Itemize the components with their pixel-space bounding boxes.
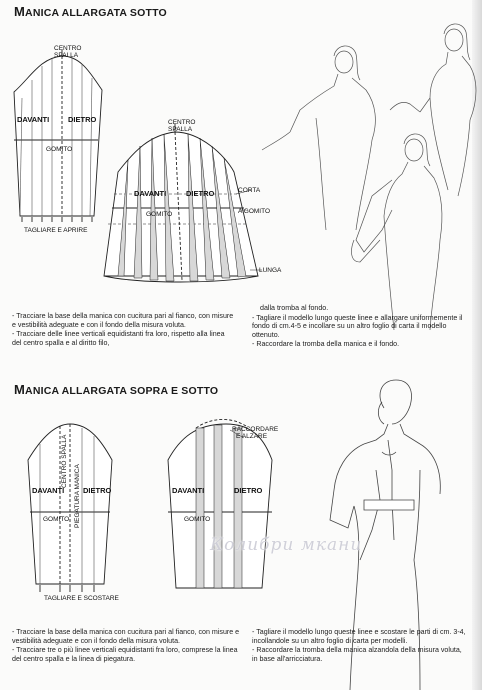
label-davanti-flared: DAVANTI [134, 189, 167, 198]
section2-right-para-1: - Tagliare il modello lungo queste linee e scostare le parti di cm. 3-4, incollandole su un altro foglio di carta per modelli. [252, 628, 467, 645]
sleeve-basic-1 [14, 50, 102, 216]
label-dietro-2: DIETRO [83, 486, 112, 495]
label-a-gomito: A GOMITO [238, 208, 271, 215]
label-lunga: LUNGA [259, 267, 282, 274]
section2-left-para-2: - Tracciare tre o più linee verticali equidistanti fra loro, comprese la linea del centro spalla e la linea di piegatura. [12, 646, 244, 663]
section1-text-left [12, 312, 234, 348]
label-dietro-flared: DIETRO [186, 189, 215, 198]
section2-right-para-2: - Raccordare la tromba della manica alzandola della misura voluta, in base all'arricciatura. [252, 646, 467, 663]
label-tagliare-aprire: TAGLIARE E APRIRE [24, 227, 88, 234]
section2-left-para-1: - Tracciare la base della manica con cucitura pari al fianco, con misure e vestibilità adeguate e con il fondo della misura voluta. [12, 628, 244, 645]
section1-right-para-2: - Raccordare la tromba della manica e il fondo. [252, 340, 467, 349]
fashion-figure-2 [262, 46, 375, 230]
sleeve-basic-2 [28, 424, 112, 584]
section1-right-para-1: - Tagliare il modello lungo queste linee e allargare uniformemente il fondo di cm.4-5 e incollare su un altro foglio di carta il modello ottenuto. [252, 314, 467, 340]
label-gomito-widened: GOMITO [184, 516, 211, 523]
sleeve-widened-2 [168, 419, 272, 588]
label-dietro-widened: DIETRO [234, 486, 263, 495]
fashion-figure-3 [352, 134, 442, 330]
cut-arrows-2 [40, 585, 94, 592]
label-centro-spalla-1b: SPALLA [54, 52, 79, 59]
label-centro-spalla-2b: SPALLA [168, 126, 193, 133]
section1-left-para-1: - Tracciare la base della manica con cucitura pari al fianco, con misure e vestibilità adeguate e con il fondo della misura voluta. [12, 312, 234, 329]
section1-title: MANICA ALLARGATA SOTTO [14, 4, 167, 19]
label-e-alzare: E ALZARE [236, 433, 268, 440]
section1-text-right [252, 304, 467, 350]
label-centro-spalla-vertical: CENTRO SPALLA [61, 434, 68, 488]
label-gomito-2: GOMITO [43, 516, 70, 523]
section2-title: MANICA ALLARGATA SOPRA E SOTTO [14, 382, 219, 397]
label-dietro-1: DIETRO [68, 115, 97, 124]
label-centro-spalla-2a: CENTRO [168, 119, 196, 126]
sleeve-flared-1 [104, 124, 262, 282]
label-tagliare-scostare: TAGLIARE E SCOSTARE [44, 595, 119, 602]
label-davanti-2: DAVANTI [32, 486, 65, 495]
label-centro-spalla-1a: CENTRO [54, 45, 82, 52]
label-gomito-1: GOMITO [46, 146, 73, 153]
label-corta: CORTA [238, 187, 261, 194]
cut-arrows-1 [22, 217, 92, 222]
label-raccordare: RACCORDARE [232, 426, 279, 433]
label-davanti-widened: DAVANTI [172, 486, 205, 495]
watermark: Колибри мкани [210, 535, 363, 555]
fashion-figure-1 [390, 24, 476, 196]
section2-text-left [12, 628, 244, 664]
section2-text-right [252, 628, 467, 664]
section1-right-continuation: dalla tromba al fondo. [260, 304, 329, 312]
section1-left-para-2: - Tracciare delle linee verticali equidistanti fra loro, rispetto alla linea del centro spalla e al diritto filo, [12, 330, 234, 347]
label-davanti-1: DAVANTI [17, 115, 50, 124]
label-gomito-flared: GOMITO [146, 211, 173, 218]
label-piegatura-manica: PIEGATURA MANICA [74, 464, 81, 528]
